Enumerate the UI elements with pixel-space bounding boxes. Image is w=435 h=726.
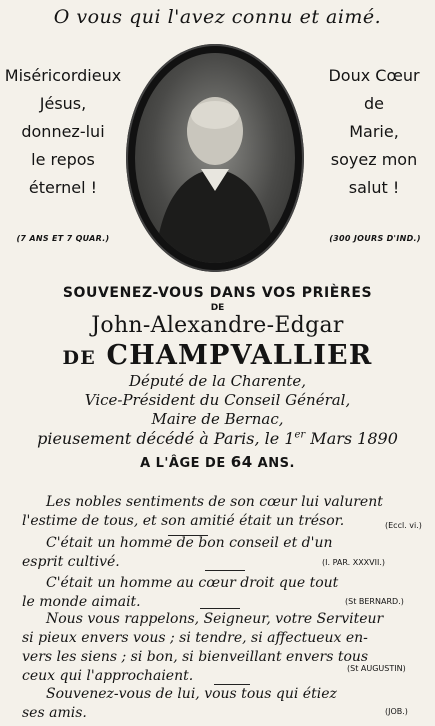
divider — [200, 608, 240, 609]
quote-line: Souvenez-vous de lui, vous tous qui étiez — [46, 686, 337, 702]
left-prayer — [4, 62, 122, 202]
right-prayer-line: soyez mon — [330, 150, 418, 169]
surname-line — [0, 340, 435, 371]
office-line: Député de la Charente, — [128, 372, 307, 390]
death-line — [0, 429, 435, 448]
quote-ref: (Eccl. vi.) — [385, 521, 422, 530]
left-prayer-line: éternel ! — [28, 178, 98, 197]
age-suffix: ANS. — [257, 456, 295, 471]
quote-line: Nous vous rappelons, Seigneur, votre Serviteur — [46, 611, 384, 627]
de-small: DE — [210, 303, 225, 313]
death-prefix: pieusement décédé à Paris, le 1 — [37, 429, 295, 448]
death-ordinal: er — [294, 429, 306, 441]
age-prefix: A L'ÂGE DE — [140, 456, 226, 471]
surname: CHAMPVALLIER — [106, 340, 373, 371]
quote-line: ceux qui l'approchaient. — [22, 668, 194, 684]
quote-line: l'estime de tous, et son amitié était un trésor. — [22, 513, 345, 529]
given-names: John-Alexandre-Edgar — [91, 313, 344, 338]
age-number: 64 — [230, 453, 253, 471]
right-prayer-line: Marie, — [349, 122, 399, 141]
quote-line: vers les siens ; si bon, si bienveillant envers tous — [22, 649, 369, 665]
quote-line: C'était un homme au cœur droit que tout — [46, 575, 339, 591]
office-line: Vice-Président du Conseil Général, — [84, 391, 351, 409]
quote-ref: (St AUGUSTIN) — [347, 664, 406, 673]
quote-ref: (JOB.) — [385, 707, 408, 716]
header-line: O vous qui l'avez connu et aimé. — [53, 6, 382, 28]
quote-ref: (St BERNARD.) — [345, 597, 404, 606]
quote-line: C'était un homme de bon conseil et d'un — [46, 535, 333, 551]
left-prayer-line: Miséricordieux — [4, 66, 122, 85]
portrait-photo — [135, 53, 295, 263]
divider — [205, 570, 245, 571]
surname-particle: DE — [62, 347, 96, 369]
left-prayer-line: donnez-lui — [21, 122, 105, 141]
right-prayer-line: salut ! — [348, 178, 400, 197]
quote-line: esprit cultivé. — [22, 554, 120, 570]
quote-line: ses amis. — [22, 705, 87, 721]
right-prayer — [315, 62, 433, 202]
right-prayer-line: de — [364, 94, 384, 113]
right-prayer-line: Doux Cœur — [328, 66, 420, 85]
quote-line: Les nobles sentiments de son cœur lui valurent — [46, 494, 383, 510]
quote-line: si pieux envers vous ; si tendre, si affectueux en- — [22, 630, 368, 646]
quote-ref: (I. PAR. XXXVII.) — [322, 558, 386, 567]
portrait-silhouette-icon — [135, 53, 295, 263]
left-prayer-line: Jésus, — [39, 94, 87, 113]
right-indulgence: (300 JOURS D'IND.) — [329, 234, 421, 243]
quote-line: le monde aimait. — [22, 594, 141, 610]
age-line — [0, 453, 435, 471]
death-suffix: Mars 1890 — [305, 429, 398, 448]
left-indulgence: (7 ANS ET 7 QUAR.) — [16, 234, 110, 243]
remember-line: SOUVENEZ-VOUS DANS VOS PRIÈRES — [62, 285, 373, 301]
office-line: Maire de Bernac, — [151, 410, 284, 428]
left-prayer-line: le repos — [31, 150, 95, 169]
